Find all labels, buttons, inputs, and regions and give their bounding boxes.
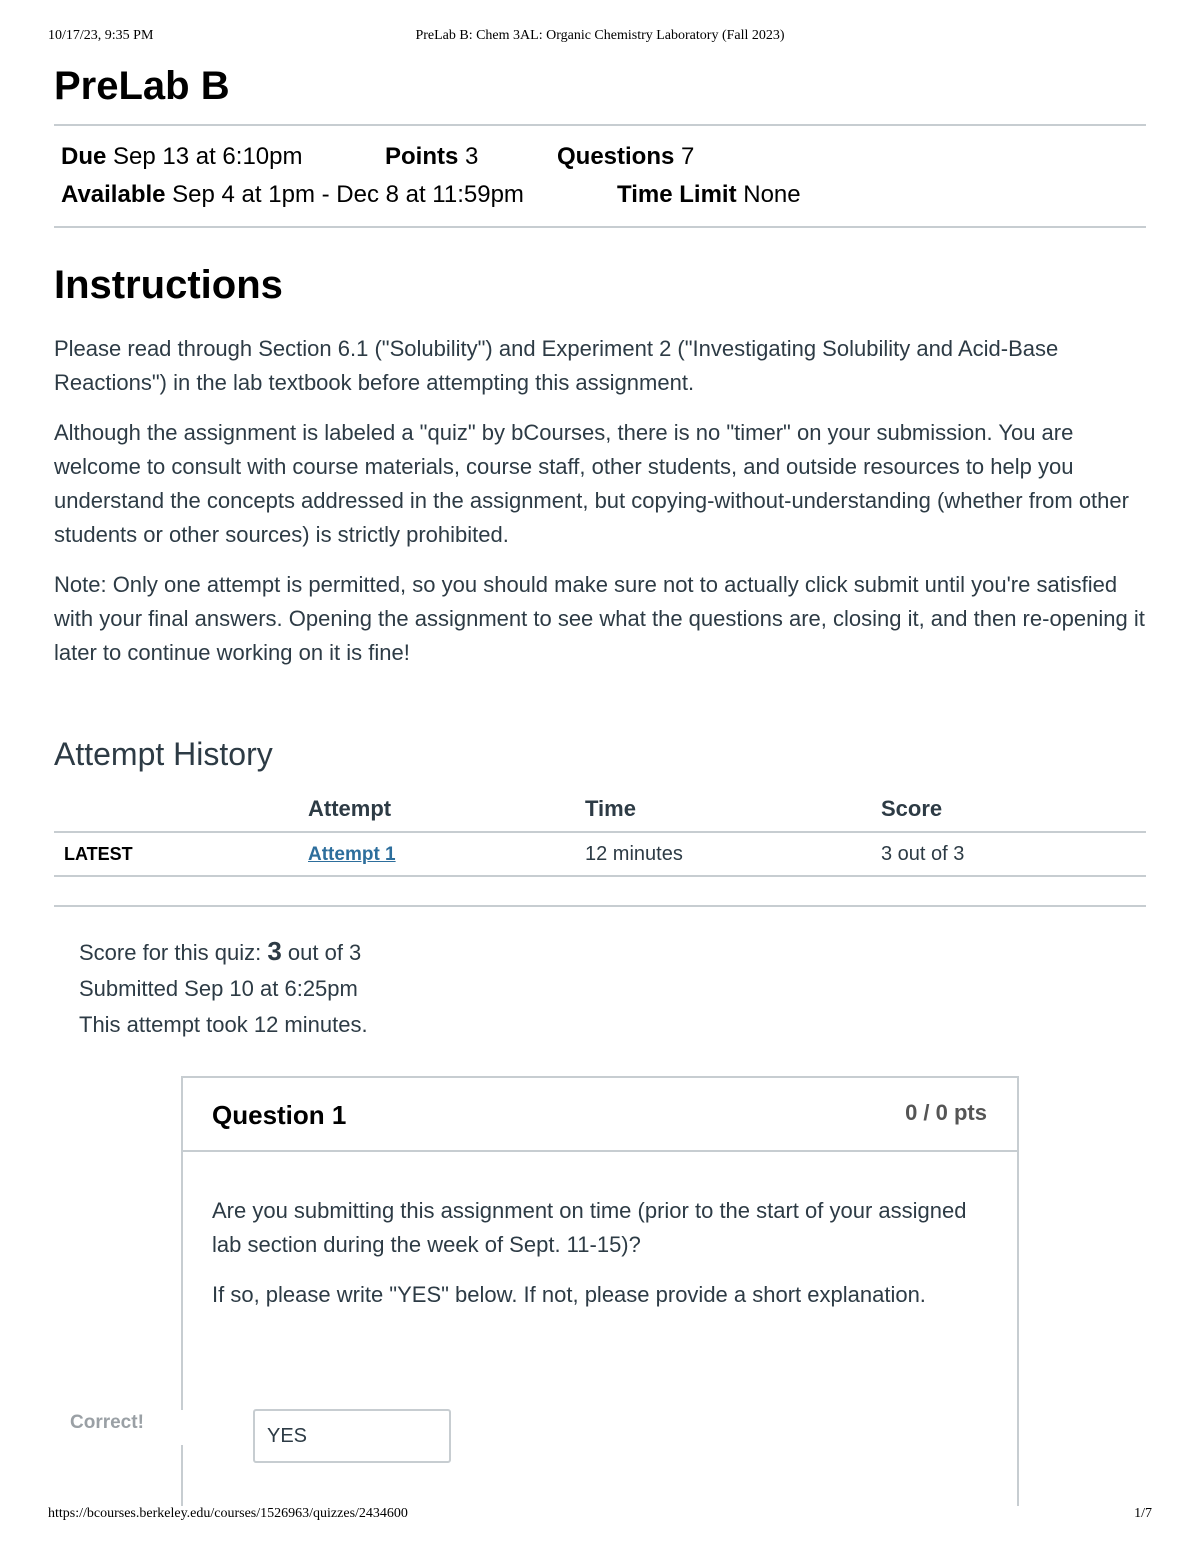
attempt-time: 12 minutes [585, 842, 683, 865]
question-paragraph: If so, please write "YES" below. If not, please provide a short explanation. [212, 1282, 926, 1307]
attempt-1-link[interactable]: Attempt 1 [308, 843, 396, 865]
column-header-score: Score [881, 796, 943, 821]
question-paragraph: Are you submitting this assignment on time (prior to the start of your assigned lab section during the week of Sept. 11-15)? [212, 1198, 967, 1257]
print-page-title: PreLab B: Chem 3AL: Organic Chemistry Laboratory (Fall 2023) [415, 28, 785, 43]
attempt-score: 3 out of 3 [881, 842, 965, 865]
print-footer [48, 1506, 1152, 1526]
table-header-row [54, 796, 1146, 832]
table-row [54, 832, 1146, 876]
due-date: Due Sep 13 at 6:10pm [61, 143, 303, 170]
print-url: https://bcourses.berkeley.edu/courses/1526963/quizzes/2434600 [48, 1506, 408, 1521]
instructions-heading: Instructions [54, 263, 283, 307]
column-header [54, 796, 298, 832]
meta-row-1 [61, 138, 1146, 176]
column-header-attempt: Attempt [308, 796, 392, 821]
attempt-history-table [54, 796, 1146, 877]
attempt-history-heading: Attempt History [54, 736, 273, 772]
score-summary [79, 933, 1146, 1043]
quiz-meta [54, 124, 1146, 228]
question-points: 0 / 0 pts [905, 1100, 987, 1125]
latest-tag: LATEST [64, 843, 133, 864]
quiz-score: Score for this quiz: 3 out of 3 [79, 936, 362, 966]
meta-row-2 [61, 176, 1146, 214]
attempt-cell [298, 832, 583, 876]
time-limit: Time Limit None [617, 181, 801, 208]
section-divider [54, 905, 1146, 907]
answer-field: YES [253, 1409, 451, 1463]
instructions-body [54, 332, 1146, 670]
instructions-paragraph: Although the assignment is labeled a "quiz" by bCourses, there is no "timer" on your submission. You are welcome to consult with course materials, course staff, other students, and outside resources to help you understand the concepts addressed in the assignment, but copying-without-understanding (whether from other students or other sources) is strictly prohibited. [54, 420, 1129, 547]
instructions-paragraph: Please read through Section 6.1 ("Solubility") and Experiment 2 ("Investigating Solubility and Acid-Base Reactions") in the lab textbook before attempting this assignment. [54, 336, 1059, 395]
attempt-duration: This attempt took 12 minutes. [79, 1012, 368, 1037]
print-header [48, 28, 1152, 48]
question-header [183, 1078, 1017, 1152]
availability: Available Sep 4 at 1pm - Dec 8 at 11:59pm [61, 181, 524, 208]
correct-answer-label: Correct! [70, 1410, 190, 1445]
page-number: 1/7 [1134, 1506, 1152, 1521]
points: Points 3 [385, 143, 479, 170]
questions-count: Questions 7 [557, 143, 695, 170]
quiz-title: PreLab B [54, 64, 230, 108]
column-header-time: Time [585, 796, 636, 821]
question-text [183, 1152, 1017, 1312]
instructions-paragraph: Note: Only one attempt is permitted, so you should make sure not to actually click submit until you're satisfied with your final answers. Opening the assignment to see what the questions are, closing it, and then re-opening it later to continue working on it is fine! [54, 572, 1145, 665]
submitted-time: Submitted Sep 10 at 6:25pm [79, 976, 358, 1001]
quiz-content [54, 60, 1146, 1043]
print-datetime: 10/17/23, 9:35 PM [48, 28, 154, 43]
question-name: Question 1 [212, 1100, 347, 1130]
